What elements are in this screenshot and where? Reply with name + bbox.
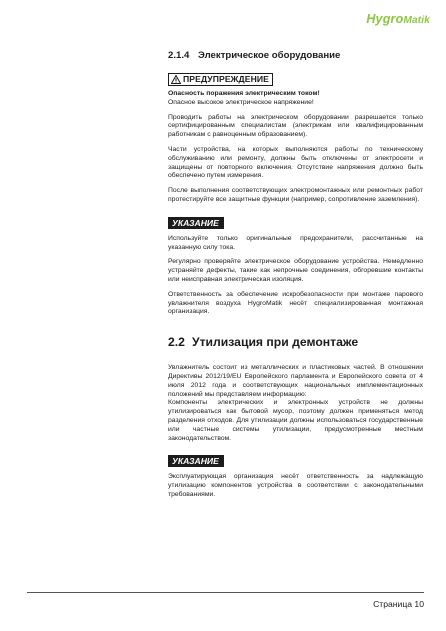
page-number: Страница 10 [373,599,424,609]
section-heading-2-1-4 [168,50,423,61]
danger-title: Опасность поражения электрическим током! [168,90,320,97]
warning-label-box [168,73,273,86]
paragraph: Проводить работы на электрическом оборудовании разрешается только сертифицированным специалистам (электрикам или квалифицированным работникам с равноценным образованием). [168,113,423,139]
note-label: УКАЗАНИЕ [168,217,224,229]
footer-divider [27,592,424,593]
paragraph: Регулярно проверяйте электрическое оборудование устройства. Немедленно устраняйте дефекты, такие как непрочные соединения, обгоревшие контакты или неисправная электрическая изоляция. [168,258,423,283]
section-title: Утилизация при демонтаже [192,335,359,350]
paragraph: Увлажнитель состоит из металлических и пластиковых частей. В отношении Директивы 2012/19/EU Европейского парламента и Европейского совета от 4 июля 2012 года и соответствующих национальных имплементационных положений мы представляем информацию: [168,364,423,398]
hygromatik-logo: HygroMatik [366,12,430,26]
section-number: 2.1.4 [168,50,190,61]
paragraph: Компоненты электрических и электронных устройств не должны утилизироваться как бытовой мусор, поэтому должен применяться метод разделения отходов. Для утилизации должны использоваться государственные или частные системы утилизации, предусмотренные местным законодательством. [168,399,423,442]
danger-text: Опасное высокое электрическое напряжение! [168,98,314,106]
warning-triangle-icon [171,75,181,84]
main-content [168,50,423,506]
paragraph: Используйте только оригинальные предохранители, рассчитанные на указанную силу тока. [168,234,423,251]
warning-label: ПРЕДУПРЕЖДЕНИЕ [183,74,269,84]
paragraph: Части устройства, на которых выполняются работы по техническому обслуживанию или ремонту, должны быть отключены от электросети и защищены от повторного включения. Отсутствие напряжения должно быть обеспечено путем измерения. [168,145,423,180]
paragraph: Эксплуатирующая организация несёт ответственность за надлежащую утилизацию компонентов устройства в соответствии с законодательными требованиями. [168,473,423,498]
note-label: УКАЗАНИЕ [168,455,224,467]
paragraph: После выполнения соответствующих электромонтажных или ремонтных работ протестируйте все защитные функции (например, сопротивление заземления). [168,187,423,203]
section-title: Электрическое оборудование [198,50,341,61]
paragraph: Ответственность за обеспечение искробезопасности при монтаже парового увлажнителя воздуха HygroMatik несёт специализированная монтажная организация. [168,290,423,316]
section-number: 2.2 [168,335,185,350]
section-heading-2-2 [168,335,423,349]
